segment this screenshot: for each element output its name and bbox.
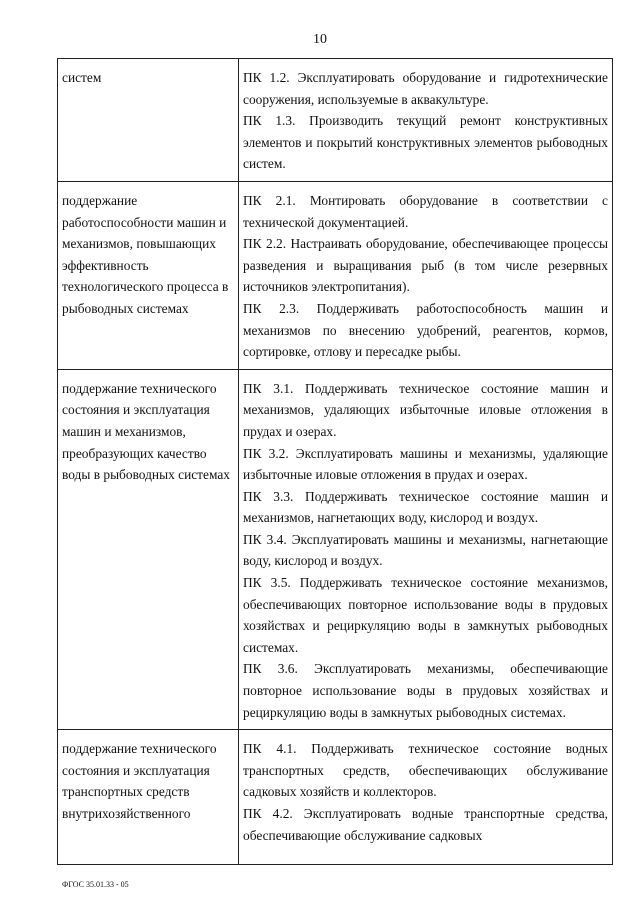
competency-item: ПК 1.3. Производить текущий ремонт конструктивных элементов и покрытий конструктивных элементов рыбоводных систем.	[243, 113, 608, 172]
competencies-cell	[239, 369, 613, 730]
table-row	[58, 369, 613, 730]
competency-item: ПК 3.3. Поддерживать техническое состояние машин и механизмов, нагнетающих воду, кислород и воздух.	[243, 488, 608, 526]
activity-cell: поддержание работоспособности машин и механизмов, повышающих эффективность технологического процесса в рыбоводных системах	[58, 181, 239, 369]
competency-item: ПК 4.1. Поддерживать техническое состояние водных транспортных средств, обеспечивающих обслуживание садковых хозяйств и коллекторов.	[243, 741, 608, 800]
competency-item: ПК 3.1. Поддерживать техническое состояние машин и механизмов, удаляющих избыточные иловые отложения в прудах и озерах.	[243, 380, 608, 439]
competencies-cell	[239, 59, 613, 182]
competency-item: ПК 2.1. Монтировать оборудование в соответствии с технической документацией.	[243, 192, 608, 230]
activity-cell: систем	[58, 59, 239, 182]
competency-item: ПК 3.2. Эксплуатировать машины и механизмы, удаляющие избыточные иловые отложения в прудах и озерах.	[243, 445, 608, 483]
competency-item: ПК 3.4. Эксплуатировать машины и механизмы, нагнетающие воду, кислород и воздух.	[243, 531, 608, 569]
activity-cell: поддержание технического состояния и эксплуатация машин и механизмов, преобразующих качество воды в рыбоводных системах	[58, 369, 239, 730]
table-row	[58, 181, 613, 369]
competencies-cell	[239, 181, 613, 369]
competency-item: ПК 2.2. Настраивать оборудование, обеспечивающее процессы разведения и выращивания рыб (в том числе резервных источников электропитания).	[243, 236, 608, 295]
table-row	[58, 730, 613, 865]
table-row	[58, 59, 613, 182]
page-number: 10	[313, 32, 327, 47]
competency-item: ПК 1.2. Эксплуатировать оборудование и гидротехнические сооружения, используемые в аквакультуре.	[243, 70, 608, 107]
competencies-cell	[239, 730, 613, 865]
competency-item: ПК 3.5. Поддерживать техническое состояние механизмов, обеспечивающих повторное использование воды в прудовых хозяйствах и рециркуляцию воды в замкнутых рыбоводных системах.	[243, 575, 608, 655]
activity-cell: поддержание технического состояния и эксплуатация транспортных средств внутрихозяйственного	[58, 730, 239, 865]
document-code-footer: ФГОС 35.01.33 - 05	[62, 880, 129, 889]
competency-item: ПК 2.3. Поддерживать работоспособность машин и механизмов по внесению удобрений, реагентов, кормов, сортировке, отлову и пересадке рыбы.	[243, 300, 608, 360]
competency-item: ПК 4.2. Эксплуатировать водные транспортные средства, обеспечивающие обслуживание садковых	[243, 806, 608, 843]
competency-item: ПК 3.6. Эксплуатировать механизмы, обеспечивающие повторное использование воды в прудовых хозяйствах и рециркуляцию воды в замкнутых рыбоводных системах.	[243, 661, 608, 720]
competencies-table	[57, 58, 613, 865]
